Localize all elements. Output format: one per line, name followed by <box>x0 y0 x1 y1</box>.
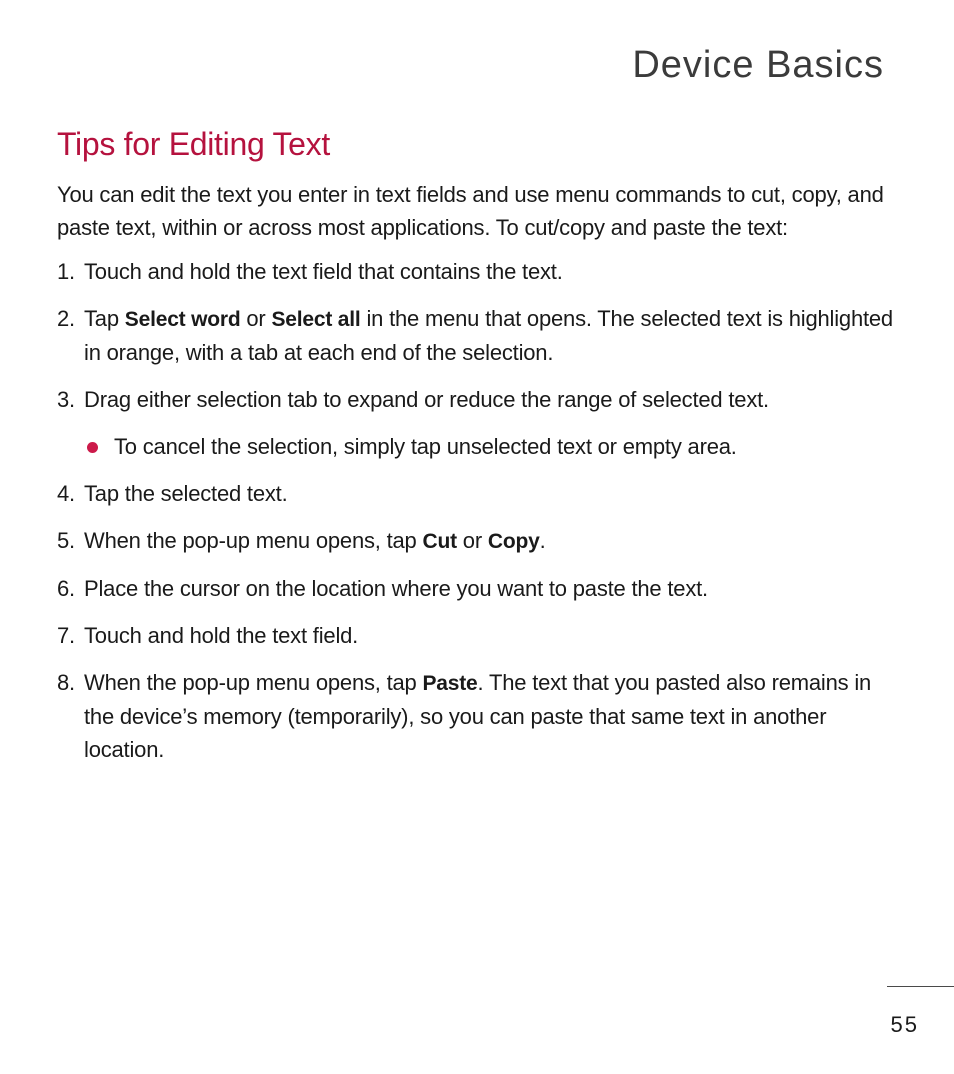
steps-list <box>57 255 902 766</box>
step-number: 5. <box>57 528 75 553</box>
step-number: 6. <box>57 576 75 601</box>
page-title: Tips for Editing Text <box>57 126 330 162</box>
step-text: Drag either selection tab to expand or reduce the range of selected text. <box>84 387 769 412</box>
step-number: 2. <box>57 306 75 331</box>
command-label: Copy <box>487 530 540 553</box>
note-text: To cancel the selection, simply tap unselected text or empty area. <box>114 434 737 459</box>
step-number: 7. <box>57 623 75 648</box>
command-label: Paste <box>422 672 478 695</box>
list-item <box>57 619 902 652</box>
command-label: Select all <box>271 308 361 331</box>
step-text-part: . The text that you pasted also remains in the device’s memory (temporarily), so you can paste that same text in another location. <box>84 670 872 762</box>
step-text: Touch and hold the text field. <box>84 623 359 648</box>
step-number: 8. <box>57 670 75 695</box>
step-text <box>84 666 902 766</box>
step-number: 4. <box>57 481 75 506</box>
list-item <box>57 383 902 416</box>
list-item <box>57 666 902 766</box>
step-text-part: . <box>539 528 546 553</box>
footer-divider <box>887 986 954 987</box>
step-text: Touch and hold the text field that contains the text. <box>84 259 563 284</box>
step-text-part: or <box>240 306 272 331</box>
command-label: Cut <box>422 530 457 553</box>
step-number: 1. <box>57 259 75 284</box>
list-item <box>57 255 902 288</box>
step-text-part: or <box>456 528 488 553</box>
list-item <box>57 477 902 510</box>
step-number: 3. <box>57 387 75 412</box>
step-text-part: When the pop-up menu opens, tap <box>84 528 423 553</box>
intro-paragraph: You can edit the text you enter in text fields and use menu commands to cut, copy, and paste text, within or across most applications. To cut/copy and paste the text: <box>57 182 884 240</box>
list-item <box>57 524 902 558</box>
step-text: Tap the selected text. <box>84 481 288 506</box>
step-text <box>84 524 902 558</box>
step-text-part: Tap <box>84 306 125 331</box>
page-number: 55 <box>890 1012 919 1037</box>
section-header: Device Basics <box>632 44 884 86</box>
list-item <box>57 302 902 369</box>
step-text-part: in the menu that opens. The selected text is highlighted in orange, with a tab at each end of the selection. <box>84 306 893 365</box>
step-text-part: When the pop-up menu opens, tap <box>84 670 423 695</box>
list-item <box>57 572 902 605</box>
command-label: Select word <box>124 308 241 331</box>
bullet-icon <box>87 442 98 453</box>
article-body <box>57 178 902 780</box>
step-text: Place the cursor on the location where you want to paste the text. <box>84 576 708 601</box>
step-text <box>84 302 902 369</box>
note-item <box>84 430 902 463</box>
